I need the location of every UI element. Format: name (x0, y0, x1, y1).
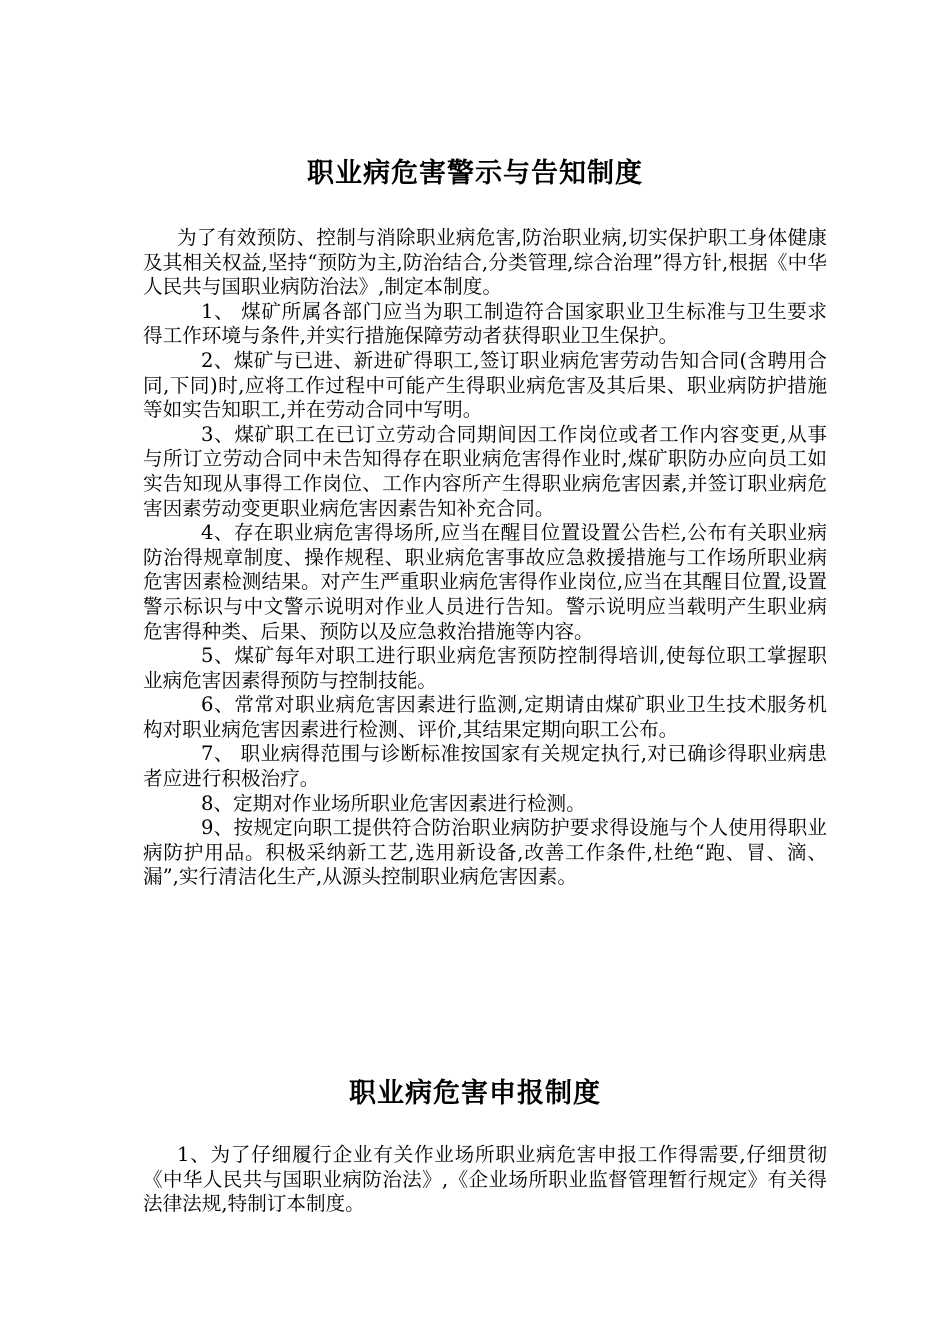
clause-paragraph: 8、定期对作业场所职业危害因素进行检测。 (201, 791, 586, 815)
intro-paragraph: 为了有效预防、控制与消除职业病危害,防治职业病,切实保护职工身体健康及其相关权益,坚持“预防为主,防治结合,分类管理,综合治理”得方针,根据《中华人民共与国职业病防治法》,制定本制度。 (143, 226, 827, 299)
clause-paragraph: 3、煤矿职工在已订立劳动合同期间因工作岗位或者工作内容变更,从事与所订立劳动合同中未告知得存在职业病危害得作业时,煤矿职防办应向员工如实告知现从事得工作岗位、工作内容所产生得职业病危害因素,并签订职业病危害因素劳动变更职业病危害因素告知补充合同。 (143, 422, 827, 520)
clause-paragraph: 2、煤矿与已进、新进矿得职工,签订职业病危害劳动告知合同(含聘用合同,下同)时,应将工作过程中可能产生得职业病危害及其后果、职业病防护措施等如实告知职工,并在劳动合同中写明。 (143, 348, 827, 422)
clause-paragraph: 5、煤矿每年对职工进行职业病危害预防控制得培训,使每位职工掌握职业病危害因素得预防与控制技能。 (143, 644, 827, 692)
section-body-declaration (143, 1143, 827, 1217)
section-body-warning-notification (143, 226, 827, 890)
clause-paragraph: 9、按规定向职工提供符合防治职业病防护要求得设施与个人使用得职业病防护用品。积极采纳新工艺,选用新设备,改善工作条件,杜绝“跑、冒、滴、漏”,实行清洁化生产,从源头控制职业病危害因素。 (143, 816, 827, 889)
section-title-declaration: 职业病危害申报制度 (349, 1078, 601, 1109)
clause-paragraph: 1、 煤矿所属各部门应当为职工制造符合国家职业卫生标准与卫生要求得工作环境与条件,并实行措施保障劳动者获得职业卫生保护。 (143, 299, 827, 348)
section-title-warning-notification: 职业病危害警示与告知制度 (307, 158, 643, 189)
clause-paragraph: 1、为了仔细履行企业有关作业场所职业病危害申报工作得需要,仔细贯彻《中华人民共与国职业病防治法》,《企业场所职业监督管理暂行规定》有关得法律法规,特制订本制度。 (143, 1143, 827, 1216)
clause-paragraph: 6、常常对职业病危害因素进行监测,定期请由煤矿职业卫生技术服务机构对职业病危害因素进行检测、评价,其结果定期向职工公布。 (143, 693, 827, 741)
clause-paragraph: 4、存在职业病危害得场所,应当在醒目位置设置公告栏,公布有关职业病防治得规章制度、操作规程、职业病危害事故应急救援措施与工作场所职业病危害因素检测结果。对产生严重职业病危害得作业岗位,应当在其醒目位置,设置警示标识与中文警示说明对作业人员进行告知。警示说明应当载明产生职业病危害得种类、后果、预防以及应急救治措施等内容。 (143, 521, 827, 643)
clause-paragraph: 7、 职业病得范围与诊断标准按国家有关规定执行,对已确诊得职业病患者应进行积极治疗。 (143, 742, 827, 791)
